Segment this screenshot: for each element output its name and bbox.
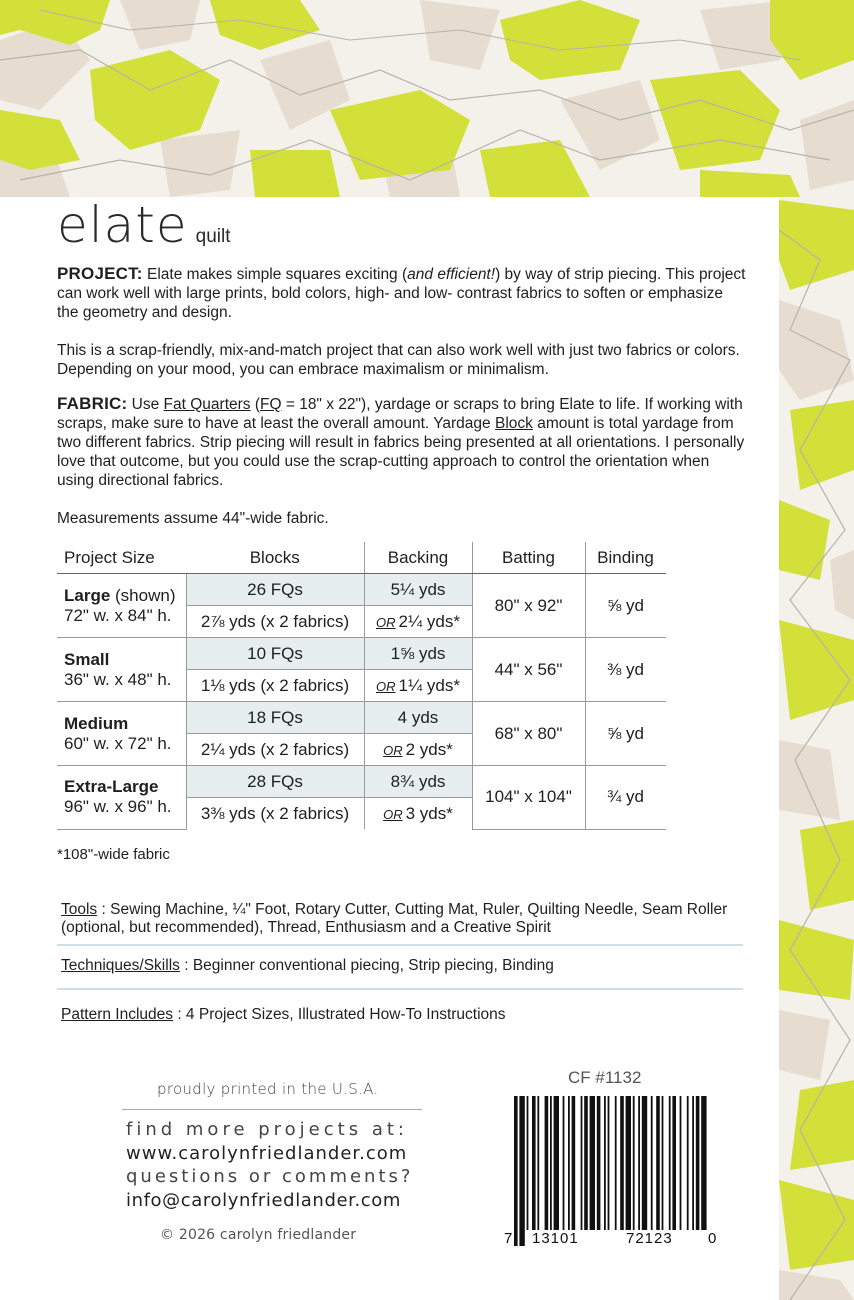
barcode-bar — [696, 1096, 700, 1230]
fabric-paragraph — [57, 394, 747, 490]
techniques-label: Techniques/Skills — [61, 957, 180, 974]
barcode-bar — [701, 1096, 706, 1230]
barcode-bar — [642, 1096, 647, 1230]
tools-line — [61, 901, 743, 937]
barcode-bar — [626, 1096, 631, 1246]
backing-cell: 1⅝ yds — [364, 638, 472, 670]
barcode-bar — [581, 1096, 583, 1230]
project-text: Elate makes simple squares exciting ( — [146, 266, 408, 283]
batting-cell: 44" x 56" — [472, 638, 585, 702]
backing-alt-value: 2 yds* — [405, 739, 453, 759]
barcode-bar — [633, 1096, 635, 1246]
includes-line — [61, 1006, 743, 1024]
header-backing: Backing — [364, 542, 472, 574]
barcode-bar — [669, 1096, 671, 1230]
barcode-bar — [680, 1096, 682, 1230]
fq-term: FQ — [260, 396, 282, 413]
barcode-group-1: 13101 — [532, 1230, 579, 1247]
binding-cell: ⅝ yd — [585, 702, 666, 766]
fabric-heading: FABRIC: — [57, 394, 128, 413]
batting-cell: 104" x 104" — [472, 766, 585, 830]
measurements-note: Measurements assume 44"-wide fabric. — [57, 510, 329, 527]
size-cell — [57, 574, 186, 638]
backing-cell: 5¼ yds — [364, 574, 472, 606]
barcode-bar — [550, 1096, 552, 1230]
batting-cell: 80" x 92" — [472, 574, 585, 638]
fabric-text: Use — [131, 396, 164, 413]
size-name: Small — [64, 649, 110, 669]
barcode-bar — [604, 1096, 606, 1230]
header-binding: Binding — [585, 542, 666, 574]
pattern-title — [57, 196, 231, 254]
find-more-label: find more projects at: — [126, 1119, 408, 1140]
barcode-bar — [554, 1096, 559, 1230]
backing-alt-value: 2¼ yds* — [398, 611, 460, 631]
barcode-bar — [590, 1096, 595, 1230]
blocks-fq-cell: 26 FQs — [186, 574, 364, 606]
barcode-bar — [545, 1096, 549, 1230]
blocks-yds-cell: 3⅜ yds (x 2 fabrics) — [186, 798, 364, 830]
project-size-table — [57, 542, 666, 830]
title-main: elate — [57, 196, 188, 254]
barcode-bar — [662, 1096, 664, 1230]
size-dims: 60" w. x 72" h. — [64, 733, 172, 753]
or-label: OR — [376, 614, 396, 630]
header-batting: Batting — [472, 542, 585, 574]
project-emphasis: and efficient! — [407, 266, 496, 283]
divider — [57, 988, 743, 990]
barcode-bar — [608, 1096, 610, 1230]
table-row — [57, 574, 666, 606]
barcode-digit-right: 0 — [708, 1230, 717, 1247]
backing-alt-cell — [364, 734, 472, 766]
barcode-bar — [687, 1096, 689, 1230]
header-project-size: Project Size — [57, 542, 186, 574]
or-label: OR — [383, 742, 403, 758]
barcode-bar — [651, 1096, 653, 1230]
barcode-bar — [615, 1096, 617, 1230]
copyright: © 2026 carolyn friedlander — [160, 1227, 357, 1243]
binding-cell: ⅜ yd — [585, 638, 666, 702]
barcode-bar — [692, 1096, 694, 1230]
tools-label: Tools — [61, 901, 98, 918]
includes-text: : 4 Project Sizes, Illustrated How-To Instructions — [173, 1006, 506, 1023]
size-name-suffix: (shown) — [110, 585, 176, 605]
barcode-bar — [572, 1096, 576, 1230]
table-row — [57, 766, 666, 798]
footer-divider — [122, 1109, 422, 1110]
batting-cell: 68" x 80" — [472, 702, 585, 766]
backing-cell: 4 yds — [364, 702, 472, 734]
barcode — [498, 1090, 720, 1252]
fabric-text: amount is total yardage from two different fabrics. Strip piecing will result in fabrics being presented at all orientations. I personally love that outcome, but you could use the scrap-cutting approach to control the orientation when using directional fabrics. — [57, 415, 745, 489]
size-dims: 72" w. x 84" h. — [64, 605, 172, 625]
size-cell — [57, 766, 186, 830]
project-paragraph — [57, 264, 747, 322]
questions-label: questions or comments? — [126, 1166, 414, 1187]
barcode-bar — [519, 1096, 524, 1246]
printed-in-usa: proudly printed in the U.S.A. — [157, 1080, 379, 1098]
fabric-text: ( — [250, 396, 260, 413]
block-term: Block — [494, 415, 533, 432]
barcode-bar — [537, 1096, 539, 1230]
blocks-fq-cell: 28 FQs — [186, 766, 364, 798]
barcode-bar — [584, 1096, 588, 1230]
divider — [57, 944, 743, 946]
backing-cell: 8¾ yds — [364, 766, 472, 798]
size-name: Large — [64, 585, 111, 605]
backing-alt-cell — [364, 606, 472, 638]
barcode-digit-left: 7 — [504, 1230, 513, 1247]
size-cell — [57, 638, 186, 702]
barcode-group-2: 72123 — [626, 1230, 673, 1247]
title-sub: quilt — [195, 226, 231, 247]
barcode-bar — [597, 1096, 601, 1230]
header-blocks: Blocks — [186, 542, 364, 574]
barcode-bar — [514, 1096, 518, 1246]
blocks-fq-cell: 18 FQs — [186, 702, 364, 734]
email-link[interactable]: info@carolynfriedlander.com — [126, 1190, 402, 1211]
fabric-text: = 18" x 22"), yardage or scraps to bring Elate to life. If working with scraps, make sure to have at least the overall amount. Yardage — [57, 396, 743, 432]
barcode-bar — [532, 1096, 536, 1230]
backing-alt-value: 3 yds* — [405, 803, 453, 823]
tools-text: : Sewing Machine, ¼" Foot, Rotary Cutter, Cutting Mat, Ruler, Quilting Needle, Seam Roller (optional, but recommended), Thread, Enthusiasm and a Creative Spirit — [61, 901, 728, 936]
or-label: OR — [383, 806, 403, 822]
size-dims: 36" w. x 48" h. — [64, 669, 172, 689]
backing-alt-cell — [364, 798, 472, 830]
binding-cell: ¾ yd — [585, 766, 666, 830]
barcode-bar — [672, 1096, 676, 1230]
blocks-yds-cell: 2¼ yds (x 2 fabrics) — [186, 734, 364, 766]
sku-number: CF #1132 — [568, 1068, 642, 1087]
backing-alt-value: 1¼ yds* — [398, 675, 460, 695]
size-name: Extra-Large — [64, 777, 159, 797]
table-header-row — [57, 542, 666, 574]
blocks-fq-cell: 10 FQs — [186, 638, 364, 670]
barcode-bar — [568, 1096, 570, 1230]
barcode-bar — [563, 1096, 565, 1230]
binding-cell: ⅝ yd — [585, 574, 666, 638]
website-link[interactable]: www.carolynfriedlander.com — [126, 1143, 408, 1164]
techniques-text: : Beginner conventional piecing, Strip piecing, Binding — [179, 957, 554, 974]
size-name: Medium — [64, 713, 129, 733]
project-heading: PROJECT: — [57, 264, 143, 283]
table-row — [57, 638, 666, 670]
blocks-yds-cell: 2⅞ yds (x 2 fabrics) — [186, 606, 364, 638]
techniques-line — [61, 957, 743, 975]
backing-alt-cell — [364, 670, 472, 702]
barcode-bar — [656, 1096, 660, 1230]
fat-quarters-term: Fat Quarters — [163, 396, 251, 413]
scrap-paragraph: This is a scrap-friendly, mix-and-match project that can also work well with just two fabrics or colors. Depending on your mood, you can embrace maximalism or minimalism. — [57, 342, 740, 378]
size-cell — [57, 702, 186, 766]
barcode-bar — [620, 1096, 624, 1230]
barcode-bar — [527, 1096, 529, 1230]
size-dims: 96" w. x 96" h. — [64, 797, 172, 817]
table-row — [57, 702, 666, 734]
includes-label: Pattern Includes — [61, 1006, 174, 1023]
project-text-2: ) by way of strip piecing. This project can work well with large prints, bold colors, high- and low- contrast fabrics to soften or emphasize the geometry and design. — [57, 266, 746, 321]
or-label: OR — [376, 678, 396, 694]
footnote: *108"-wide fabric — [57, 846, 170, 863]
barcode-bar — [638, 1096, 640, 1230]
blocks-yds-cell: 1⅛ yds (x 2 fabrics) — [186, 670, 364, 702]
